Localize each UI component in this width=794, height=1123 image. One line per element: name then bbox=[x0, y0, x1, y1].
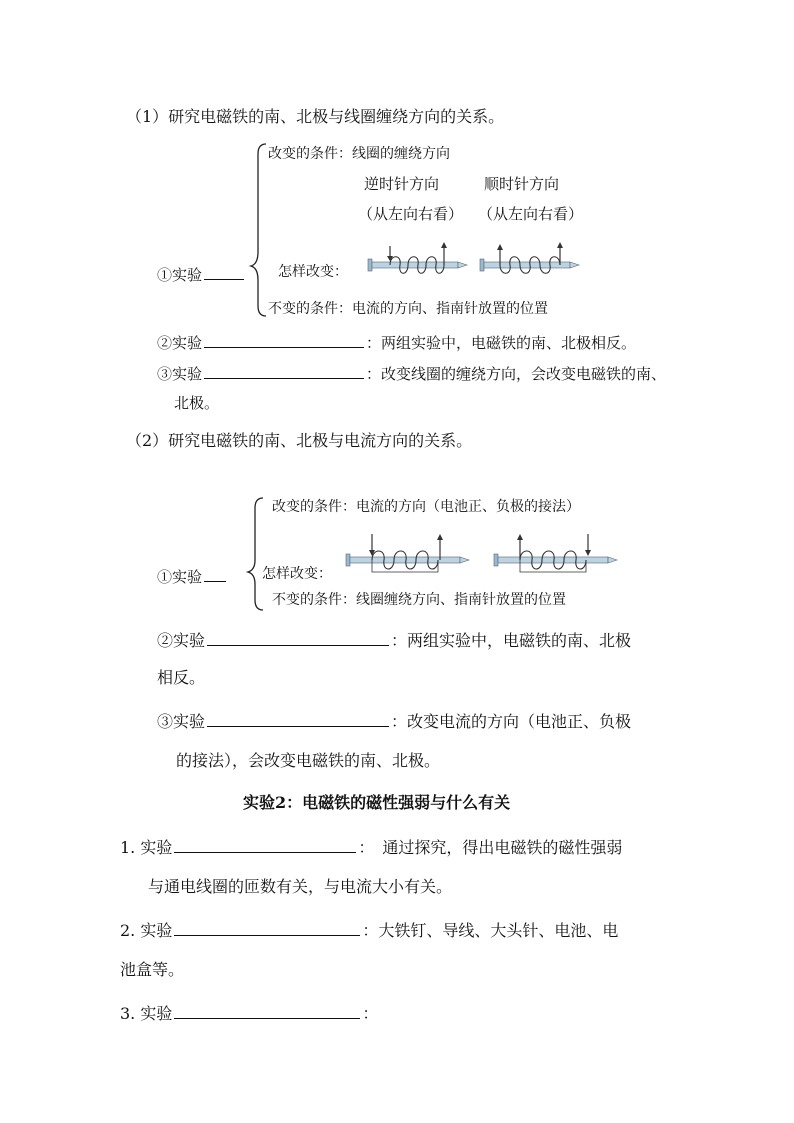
part2-item3-label: ③实验 bbox=[157, 712, 206, 731]
experiment2-item3-blank[interactable] bbox=[174, 1004, 360, 1019]
experiment2-item2-blank[interactable] bbox=[174, 921, 360, 936]
item-number: 1. bbox=[120, 838, 136, 857]
part2-item3-text: ：改变电流的方向（电池正、负极 bbox=[391, 712, 632, 731]
experiment2-item-1-cont: 与通电线圈的匝数有关，与电流大小有关。 bbox=[148, 877, 453, 896]
part1-changed-condition: 改变的条件：线圈的缠绕方向 bbox=[268, 146, 450, 162]
part1-item3-blank[interactable] bbox=[204, 364, 364, 379]
part1-heading: （1）研究电磁铁的南、北极与线圈缠绕方向的关系。 bbox=[126, 107, 505, 126]
item-label: 实验 bbox=[140, 1004, 173, 1023]
experiment2-item-2-cont: 池盒等。 bbox=[120, 960, 185, 979]
part1-unchanged-condition: 不变的条件：电流的方向、指南针放置的位置 bbox=[268, 301, 548, 317]
part2-item1 bbox=[157, 567, 228, 585]
part1-item1-blank[interactable] bbox=[204, 265, 244, 280]
part1-item3-cont: 北极。 bbox=[174, 394, 220, 412]
part2-item3 bbox=[157, 712, 631, 730]
part2-brace bbox=[247, 496, 267, 616]
part2-item2-label: ②实验 bbox=[157, 631, 206, 650]
part1-direction-right: 顺时针方向 bbox=[484, 175, 560, 193]
item-label: 实验 bbox=[140, 838, 173, 857]
part2-changed-condition: 改变的条件：电流的方向（电池正、负极的接法） bbox=[272, 499, 580, 515]
part1-item2-label: ②实验 bbox=[157, 334, 203, 352]
item-number: 3. bbox=[120, 1004, 136, 1023]
item-label: 实验 bbox=[140, 921, 173, 940]
experiment2-item-2 bbox=[120, 921, 618, 939]
part2-item2-text: ：两组实验中，电磁铁的南、北极 bbox=[391, 631, 632, 650]
part1-direction-left: 逆时针方向 bbox=[364, 175, 440, 193]
item-text: ：大铁钉、导线、大头针、电池、电 bbox=[362, 921, 619, 940]
part2-item3-blank[interactable] bbox=[207, 712, 389, 727]
part1-view-right: （从左向右看） bbox=[478, 205, 584, 223]
part1-brace bbox=[250, 142, 270, 322]
item-text: ： 通过探究，得出电磁铁的磁性强弱 bbox=[358, 838, 623, 857]
experiment2-item1-blank[interactable] bbox=[174, 838, 356, 853]
part1-how-change: 怎样改变： bbox=[278, 264, 348, 280]
part1-item3-label: ③实验 bbox=[157, 365, 203, 383]
part1-view-left: （从左向右看） bbox=[358, 205, 464, 223]
part2-item2 bbox=[157, 631, 631, 649]
part2-item1-label: ①实验 bbox=[157, 568, 203, 586]
part1-item2-text: ：两组实验中，电磁铁的南、北极相反。 bbox=[366, 334, 637, 352]
part1-item3 bbox=[157, 364, 666, 382]
part1-item3-text: ：改变线圈的缠绕方向，会改变电磁铁的南、 bbox=[366, 365, 667, 383]
part1-item2 bbox=[157, 333, 636, 351]
experiment2-item-3 bbox=[120, 1004, 378, 1022]
part1-item1 bbox=[157, 265, 246, 283]
part2-item2-cont: 相反。 bbox=[157, 668, 206, 687]
part2-item2-blank[interactable] bbox=[207, 631, 389, 646]
part1-item1-label: ①实验 bbox=[157, 266, 203, 284]
part2-unchanged-condition: 不变的条件：线圈缠绕方向、指南针放置的位置 bbox=[272, 592, 566, 608]
electromagnet-nail-icon bbox=[480, 240, 580, 276]
electromagnet-nail-icon bbox=[346, 530, 470, 574]
part2-heading: （2）研究电磁铁的南、北极与电流方向的关系。 bbox=[126, 431, 473, 450]
part2-how-change: 怎样改变： bbox=[262, 566, 332, 582]
electromagnet-nail-icon bbox=[368, 240, 468, 276]
part2-item1-blank[interactable] bbox=[204, 567, 226, 582]
part2-item3-cont: 的接法），会改变电磁铁的南、北极。 bbox=[176, 751, 441, 770]
experiment2-title: 实验2：电磁铁的磁性强弱与什么有关 bbox=[243, 793, 511, 812]
item-number: 2. bbox=[120, 921, 136, 940]
item-text: ： bbox=[362, 1004, 379, 1023]
experiment2-item-1 bbox=[120, 838, 622, 856]
part1-item2-blank[interactable] bbox=[204, 333, 364, 348]
electromagnet-nail-icon bbox=[494, 530, 618, 574]
